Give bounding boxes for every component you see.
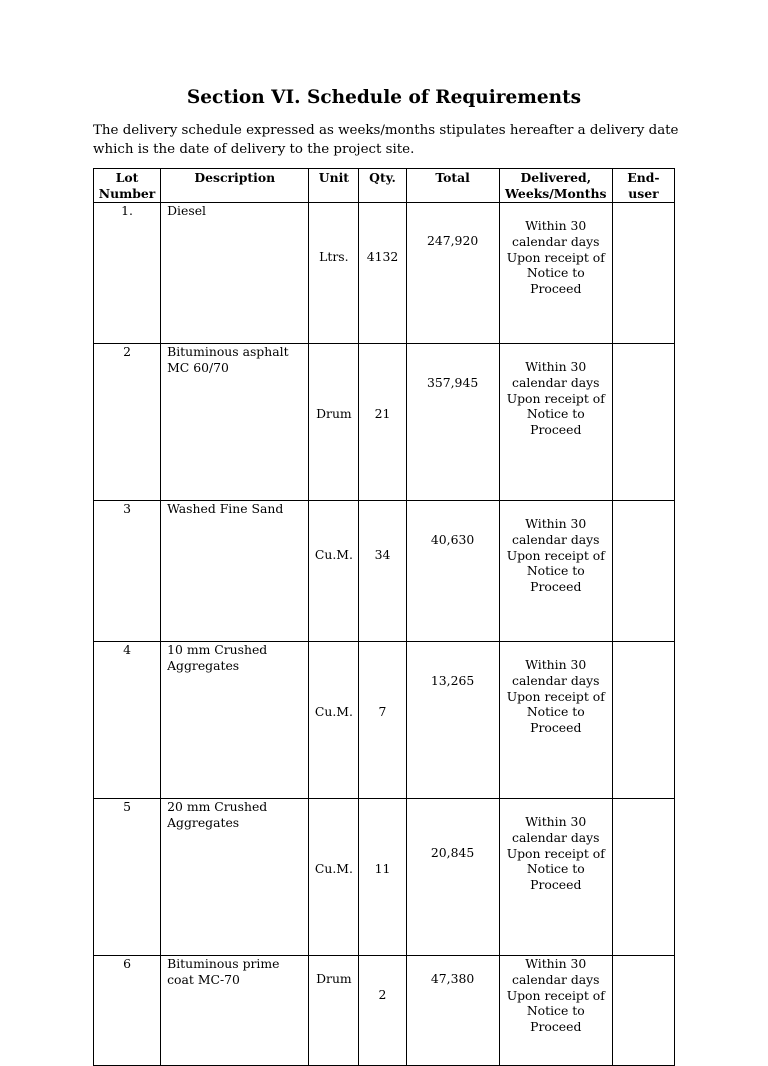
delivered-cell: Within 30 calendar days Upon receipt of Notice to Proceed	[499, 642, 612, 799]
page-title: Section VI. Schedule of Requirements	[186, 87, 582, 108]
qty-cell: 34	[359, 501, 406, 642]
end-user-cell	[612, 956, 674, 1066]
lot-number-cell: 4	[94, 642, 161, 799]
total-cell: 357,945	[406, 344, 499, 501]
delivered-cell: Within 30 calendar days Upon receipt of Notice to Proceed	[499, 956, 612, 1066]
unit-cell: Cu.M.	[309, 642, 359, 799]
intro-paragraph: The delivery schedule expressed as weeks/months stipulates hereafter a delivery date which is the date of delivery to the project site.	[93, 123, 679, 157]
total-cell: 40,630	[406, 501, 499, 642]
unit-cell: Ltrs.	[309, 203, 359, 344]
total-cell: 13,265	[406, 642, 499, 799]
table-row	[94, 799, 675, 956]
qty-cell: 11	[359, 799, 406, 956]
qty-cell: 2	[359, 956, 406, 1066]
unit-cell: Cu.M.	[309, 501, 359, 642]
description-cell: 20 mm Crushed Aggregates	[161, 799, 309, 956]
qty-cell: 4132	[359, 203, 406, 344]
header-description: Description	[161, 169, 309, 203]
delivered-cell: Within 30 calendar days Upon receipt of Notice to Proceed	[499, 501, 612, 642]
end-user-cell	[612, 344, 674, 501]
description-cell: Diesel	[161, 203, 309, 344]
total-cell: 47,380	[406, 956, 499, 1066]
header-end-user: End-user	[612, 169, 674, 203]
table-row	[94, 501, 675, 642]
unit-cell: Drum	[309, 956, 359, 1066]
description-cell: Bituminous prime coat MC-70	[161, 956, 309, 1066]
lot-number-cell: 2	[94, 344, 161, 501]
lot-number-cell: 5	[94, 799, 161, 956]
delivered-cell: Within 30 calendar days Upon receipt of Notice to Proceed	[499, 344, 612, 501]
qty-cell: 21	[359, 344, 406, 501]
lot-number-cell: 6	[94, 956, 161, 1066]
header-qty: Qty.	[359, 169, 406, 203]
total-cell: 20,845	[406, 799, 499, 956]
delivered-cell: Within 30 calendar days Upon receipt of Notice to Proceed	[499, 799, 612, 956]
table-header-row	[94, 169, 675, 203]
table-row	[94, 956, 675, 1066]
description-cell: 10 mm Crushed Aggregates	[161, 642, 309, 799]
end-user-cell	[612, 799, 674, 956]
header-total: Total	[406, 169, 499, 203]
table-row	[94, 203, 675, 344]
delivered-cell: Within 30 calendar days Upon receipt of Notice to Proceed	[499, 203, 612, 344]
unit-cell: Drum	[309, 344, 359, 501]
table-row	[94, 344, 675, 501]
lot-number-cell: 3	[94, 501, 161, 642]
qty-cell: 7	[359, 642, 406, 799]
end-user-cell	[612, 501, 674, 642]
end-user-cell	[612, 203, 674, 344]
total-cell: 247,920	[406, 203, 499, 344]
header-delivered: Delivered, Weeks/Months	[499, 169, 612, 203]
description-cell: Washed Fine Sand	[161, 501, 309, 642]
header-unit: Unit	[309, 169, 359, 203]
unit-cell: Cu.M.	[309, 799, 359, 956]
header-lot-number: Lot Number	[94, 169, 161, 203]
end-user-cell	[612, 642, 674, 799]
schedule-table	[93, 168, 675, 1066]
table-row	[94, 642, 675, 799]
lot-number-cell: 1.	[94, 203, 161, 344]
description-cell: Bituminous asphalt MC 60/70	[161, 344, 309, 501]
